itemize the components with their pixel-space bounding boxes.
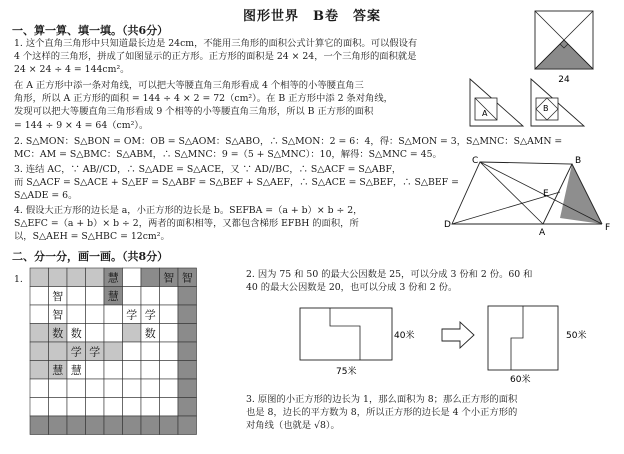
grid-char: 慧 (107, 289, 119, 303)
figure-b (528, 76, 588, 130)
grid-cell (160, 287, 179, 306)
grid-char: 慧 (52, 363, 64, 377)
grid-cell (160, 324, 179, 343)
figure-b-label: B (543, 104, 549, 113)
s2-q3-line: 对角线（也就是 √8）。 (246, 420, 340, 432)
point-a-label: A (539, 228, 546, 236)
grid-cell (86, 361, 105, 380)
grid-char: 智 (163, 271, 175, 285)
word-grid (28, 266, 200, 452)
point-f-label: F (605, 223, 611, 233)
s2-q1-number: 1. (14, 274, 23, 285)
q3-line: S△ADE = 6。 (14, 190, 78, 202)
grid-cell (178, 398, 197, 417)
q4-line: S△EFC =（a + b）× b ÷ 2，两者的面积相等，又都包含梯形 EFBH 的面积，所 (14, 218, 359, 230)
grid-cell (123, 268, 142, 287)
q2-line: 2. S△MON：S△BON = OM：OB = S△AOM：S△ABO，∴ S△MON：2 = 6：4，得：S△MON = 3，S△MNC：S△AMN = (14, 136, 563, 147)
grid-cell (30, 324, 49, 343)
section2-heading: 二、分一分，画一画。（共8分） (12, 250, 169, 263)
arrow-icon (442, 322, 474, 348)
figure-a (467, 76, 527, 130)
page-title: 图形世界 B卷 答案 (243, 9, 381, 24)
grid-char: 智 (52, 289, 64, 303)
grid-cell (178, 416, 197, 435)
grid-cell (86, 379, 105, 398)
q1-line: 1. 这个直角三角形中只知道最长边是 24cm，不能用三角形的面积公式计算它的面积。可以假设有 (14, 38, 418, 49)
s2-q2-line: 40 的最大公因数是 20，也可以分成 3 份和 2 份。 (246, 282, 458, 294)
rect1-side-label: 40米 (394, 331, 415, 341)
grid-char: 数 (70, 326, 82, 340)
s2-q3-text (246, 393, 517, 433)
grid-char: 数 (144, 326, 156, 340)
grid-cell (141, 361, 160, 380)
grid-cell (67, 268, 86, 287)
q1-line: = 144 ÷ 9 × 4 = 64（cm²）。 (14, 119, 149, 131)
grid-cell (178, 305, 197, 324)
grid-cell (178, 342, 197, 361)
grid-char: 数 (52, 326, 64, 340)
grid-cell (49, 398, 68, 417)
grid-cell (104, 342, 123, 361)
grid-cell (160, 379, 179, 398)
q1-line: 4 个这样的三角形，拼成了如图显示的正方形。正方形的面积是 24 × 24，一个三角形的面积就是 (14, 51, 417, 63)
rect2-side-label: 50米 (566, 331, 587, 341)
grid-cell (104, 324, 123, 343)
grid-cell (30, 379, 49, 398)
q3-text (14, 163, 459, 203)
grid-cell (178, 287, 197, 306)
q2-line: MC：AM = S△BMC：S△ABM，∴ S△MNC：9 =（5 + S△MNC）：10，解得：S△MNC = 45。 (14, 149, 442, 161)
q3-line: 而 S△ACF = S△ACE + S△EF = S△ABF = S△BEF + S△AEF，∴ S△ACE = S△BEF，∴ S△BEF = (14, 177, 459, 189)
grid-cell (104, 416, 123, 435)
grid-cell (123, 361, 142, 380)
s2-q2-text (246, 268, 532, 294)
grid-cell (178, 324, 197, 343)
grid-cell (141, 379, 160, 398)
grid-cell (160, 342, 179, 361)
grid-cell (123, 324, 142, 343)
q4-line: 以，S△AEH = S△HBC = 12cm²。 (14, 231, 170, 243)
grid-cell (67, 287, 86, 306)
grid-cell (104, 379, 123, 398)
grid-cell (141, 287, 160, 306)
grid-cell (67, 379, 86, 398)
grid-cell (104, 305, 123, 324)
point-d-label: D (444, 220, 451, 230)
grid-char: 智 (52, 308, 64, 322)
grid-cell (123, 287, 142, 306)
grid-cell (178, 379, 197, 398)
grid-cell (86, 305, 105, 324)
q1-cont-text (14, 79, 393, 132)
grid-cell (141, 342, 160, 361)
grid-cell (30, 342, 49, 361)
grid-cell (67, 398, 86, 417)
grid-cell (104, 361, 123, 380)
square-side-label: 24 (558, 75, 570, 85)
grid-cell (160, 305, 179, 324)
rect1-bottom-label: 75米 (336, 367, 357, 377)
grid-cell (178, 361, 197, 380)
point-b-label: B (575, 156, 582, 166)
grid-cell (123, 379, 142, 398)
grid-cell (30, 416, 49, 435)
q4-text (14, 204, 362, 244)
q1-line: 在 A 正方形中添一条对角线，可以把大等腰直角三角形看成 4 个相等的小等腰直角三 (14, 80, 364, 91)
point-c-label: C (472, 156, 479, 166)
q3-line: 3. 连结 AC，∵ AB//CD，∴ S△ADE = S△ACE，又 ∵ AD//BC，∴ S△ACF = S△ABF， (14, 164, 402, 175)
q1-line: 24 × 24 ÷ 4 = 144cm²。 (14, 64, 130, 76)
grid-cell (141, 398, 160, 417)
grid-cell (123, 342, 142, 361)
trapezoid-diagram (444, 152, 620, 236)
grid-char: 学 (89, 345, 101, 359)
grid-char: 智 (181, 271, 193, 285)
grid-cell (30, 268, 49, 287)
s2-q3-line: 3. 原图的小正方形的边长为 1，那么面积为 8；那么正方形的面积 (246, 394, 518, 405)
grid-char: 学 (70, 345, 82, 359)
grid-cell (123, 416, 142, 435)
grid-char: 学 (126, 308, 138, 322)
grid-cell (86, 287, 105, 306)
grid-cell (160, 398, 179, 417)
grid-cell (141, 416, 160, 435)
q1-text (14, 37, 417, 77)
rectangles-diagram (296, 302, 622, 384)
grid-cell (67, 416, 86, 435)
grid-char: 学 (144, 308, 156, 322)
grid-cell (30, 305, 49, 324)
grid-cell (49, 342, 68, 361)
s2-q3-line: 也是 8，边长的平方数为 8，所以正方形的边长是 4 个小正方形的 (246, 407, 518, 419)
s2-q2-line: 2. 因为 75 和 50 的最大公因数是 25，可以分成 3 份和 2 份。60 和 (246, 269, 533, 280)
grid-cell (86, 324, 105, 343)
grid-cell (67, 305, 86, 324)
grid-cell (49, 268, 68, 287)
figure-a-label: A (482, 109, 488, 118)
q1-line: 发现可以把大等腰直角三角形看成 9 个相等的小等腰直角三角形，所以 B 正方形的面积 (14, 106, 374, 118)
grid-cell (123, 398, 142, 417)
q4-line: 4. 假设大正方形的边长是 a，小正方形的边长是 b。SEFBA =（a + b）× b ÷ 2， (14, 205, 363, 216)
grid-char: 慧 (70, 363, 82, 377)
grid-cell (141, 268, 160, 287)
rect2-bottom-label: 60米 (510, 375, 531, 384)
grid-cell (104, 398, 123, 417)
grid-cell (49, 379, 68, 398)
grid-cell (86, 268, 105, 287)
grid-cell (86, 416, 105, 435)
grid-cell (30, 361, 49, 380)
point-e-label: E (543, 189, 549, 199)
grid-cell (160, 416, 179, 435)
grid-cell (49, 416, 68, 435)
grid-cell (30, 398, 49, 417)
grid-cell (86, 398, 105, 417)
q1-line: 角形，所以 A 正方形的面积 = 144 ÷ 4 × 2 = 72（cm²）。在 B 正方形中添 2 条对角线， (14, 93, 393, 105)
grid-char: 慧 (107, 271, 119, 285)
grid-cell (160, 361, 179, 380)
grid-cell (30, 287, 49, 306)
section1-heading: 一、算一算、填一填。（共6分） (12, 24, 169, 37)
